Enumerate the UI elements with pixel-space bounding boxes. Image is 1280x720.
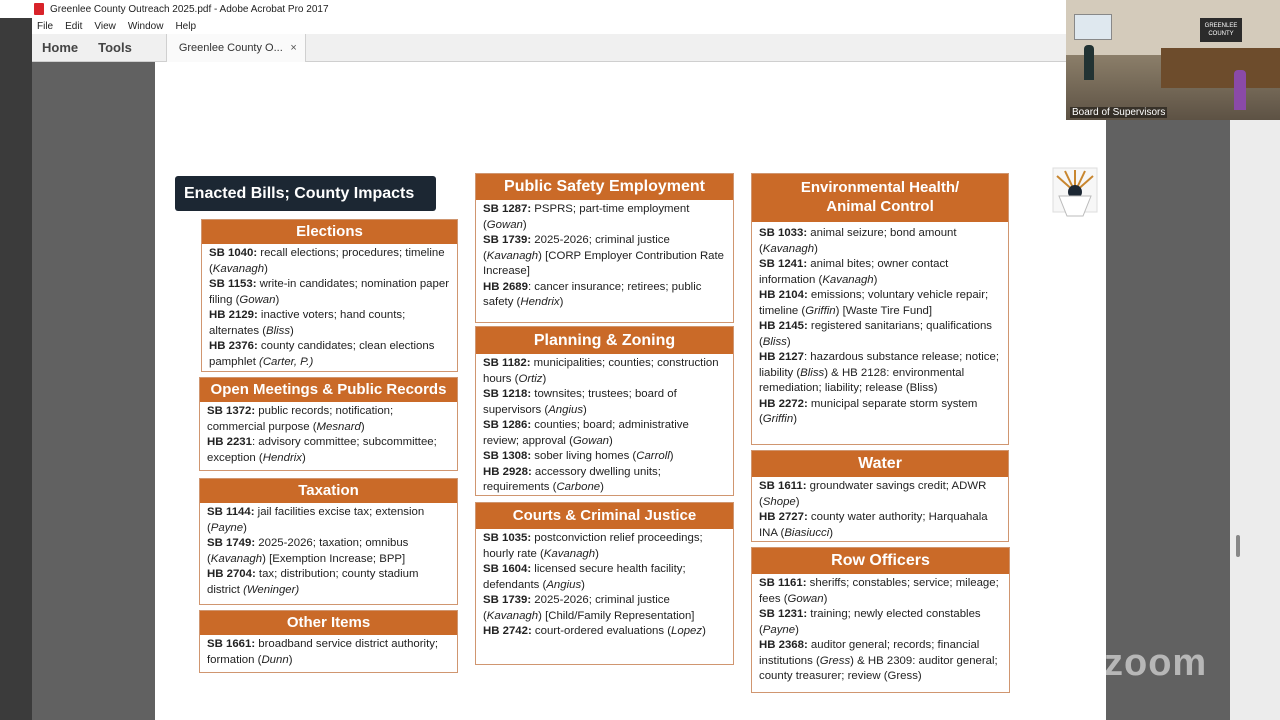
bill-description: municipal separate storm system (	[759, 397, 978, 425]
bill-number: HB 2272:	[759, 397, 808, 410]
bill-description: sober living homes (	[531, 450, 637, 462]
video-person	[1234, 70, 1246, 110]
bill-description: municipalities; counties; construction hours (	[483, 357, 719, 385]
bill-description: PSPRS; part-time employment (	[483, 203, 690, 231]
bill-description: training; newly elected constables (	[759, 608, 981, 636]
bill-entry	[483, 202, 727, 233]
bill-tail: )	[583, 403, 587, 416]
bill-entry	[207, 435, 451, 466]
bill-tail: )	[243, 521, 247, 534]
bill-tail: )	[795, 623, 799, 636]
bill-entry	[759, 257, 1002, 288]
panel-title: Other Items	[200, 611, 457, 635]
document-tab[interactable]	[166, 34, 306, 62]
menubar	[0, 18, 1066, 34]
close-tab-icon[interactable]: ×	[290, 41, 297, 54]
bill-tail: )	[275, 293, 280, 306]
bill-number: SB 1182:	[483, 357, 531, 369]
menu-view[interactable]: View	[94, 20, 116, 32]
bill-number: HB 2145:	[759, 320, 808, 332]
bill-tail: )	[542, 372, 547, 385]
bill-tail: )	[581, 578, 585, 591]
panel-courts	[475, 502, 734, 665]
bill-number: SB 1161:	[759, 577, 807, 589]
bill-description: 2025-2026; criminal justice (	[483, 594, 670, 622]
bill-tail: )	[522, 218, 527, 231]
bill-description: county water authority; Harquahala INA (	[759, 511, 988, 539]
bill-sponsor: Payne	[762, 623, 796, 636]
bill-description: postconviction relief proceedings; hourly rate (	[483, 532, 703, 560]
bill-sponsor: Gress	[819, 654, 851, 667]
video-person	[1084, 45, 1094, 80]
bill-sponsor: Griffin	[805, 304, 836, 317]
bill-description: tax; distribution; county stadium district	[207, 568, 419, 596]
bill-description: county candidates; clean elections pamphlet	[209, 340, 435, 368]
bill-entry	[759, 319, 1002, 350]
bill-tail: )	[264, 262, 268, 275]
panel-title: Courts & Criminal Justice	[476, 503, 733, 529]
bill-sponsor: (Carter, P.)	[259, 355, 314, 368]
bill-description: counties; board; administrative review; approval (	[483, 419, 689, 447]
tab-bar	[32, 34, 1066, 62]
bill-entry	[759, 479, 1002, 510]
bill-tail: ) [CORP Employer Contribution Rate Increase]	[483, 249, 725, 277]
bill-entry	[759, 350, 1002, 397]
bill-tail: ) [Child/Family Representation]	[538, 609, 695, 622]
bill-description: court-ordered evaluations (	[531, 625, 672, 637]
bill-number: SB 1033:	[759, 227, 808, 239]
panel-env-health	[751, 173, 1009, 445]
bill-number: SB 1218:	[483, 388, 532, 400]
bill-entry	[483, 418, 727, 449]
main-title: Enacted Bills; County Impacts	[175, 176, 436, 211]
bill-description: townsites; trustees; board of supervisors (	[483, 388, 677, 416]
acrobat-pdf-icon	[34, 3, 44, 15]
bill-tail: )	[609, 434, 613, 447]
bill-description: inactive voters; hand counts; alternates (	[209, 309, 406, 337]
bill-description: broadband service district authority; formation (	[207, 638, 439, 666]
bill-sponsor: Dunn	[261, 653, 289, 666]
bill-entry	[207, 637, 451, 668]
bill-entry	[483, 465, 727, 496]
bill-number: SB 1231:	[759, 608, 808, 620]
bill-number: HB 2129:	[209, 309, 258, 321]
document-tab-label: Greenlee County O...	[178, 41, 283, 54]
bill-entry	[483, 356, 727, 387]
bill-tail: )	[793, 413, 797, 425]
bill-entry	[483, 531, 727, 562]
bill-number: SB 1287:	[483, 203, 532, 215]
bill-entry	[483, 387, 727, 418]
bill-number: HB 2727:	[759, 511, 808, 523]
bill-sponsor: Angius	[546, 578, 582, 591]
bill-tail: )	[288, 653, 293, 666]
bill-description: 2025-2026; criminal justice (	[483, 234, 670, 262]
bill-number: HB 2704:	[207, 568, 256, 580]
bill-sponsor: Gowan	[787, 592, 824, 605]
bill-entry	[759, 576, 1003, 607]
bill-sponsor: Hendrix	[262, 451, 302, 464]
bill-sponsor: Kavanagh	[762, 242, 815, 255]
video-participant-label: Board of Supervisors	[1072, 107, 1166, 118]
panel-title: Planning & Zoning	[476, 327, 733, 354]
bill-tail: )	[873, 273, 878, 286]
panel-title: Environmental Health/ Animal Control	[752, 174, 1008, 222]
menu-help[interactable]: Help	[175, 20, 197, 32]
bill-description: recall elections; procedures; timeline (	[209, 247, 445, 275]
bill-sponsor: Payne	[210, 521, 244, 534]
bill-entry	[209, 339, 451, 370]
window-title: Greenlee County Outreach 2025.pdf - Adobe Acrobat Pro 2017	[50, 3, 329, 15]
bill-sponsor: Biasiucci	[784, 526, 830, 539]
bill-tail: ) [Waste Tire Fund]	[835, 304, 933, 317]
bill-description: 2025-2026; taxation; omnibus (	[207, 537, 409, 565]
window-titlebar	[0, 0, 1066, 18]
bill-description: : hazardous substance release; notice; liability (	[759, 351, 999, 379]
bill-tail: )	[823, 592, 828, 605]
bill-sponsor: Lopez	[671, 625, 703, 637]
bill-tail: )	[600, 481, 604, 493]
right-scroll-gutter	[1230, 62, 1280, 720]
zoom-watermark: zoom	[1104, 642, 1208, 684]
bill-tail: ) & HB 2128: environmental remediation; liability; release (Bliss)	[759, 366, 965, 394]
scrollbar-thumb[interactable]	[1236, 535, 1240, 557]
bill-number: HB 2231	[207, 436, 252, 448]
bill-sponsor: Kavanagh	[486, 249, 539, 262]
bill-number: SB 1286:	[483, 419, 532, 431]
bill-description: registered sanitarians; qualifications (	[759, 320, 992, 348]
bill-tail: )	[559, 296, 564, 308]
bill-sponsor: Gowan	[239, 293, 276, 306]
bill-description: auditor general; records; financial institutions (	[759, 639, 980, 667]
bill-description: : advisory committee; subcommittee; exception (	[207, 436, 437, 464]
bill-tail: )	[795, 495, 800, 508]
bill-description: accessory dwelling units; requirements (	[483, 465, 661, 493]
panel-planning-zoning	[475, 326, 734, 496]
bill-description: animal seizure; bond amount (	[759, 227, 957, 255]
bill-description: licensed secure health facility; defendants (	[483, 563, 686, 591]
bill-sponsor: Angius	[548, 403, 584, 416]
bill-entry	[759, 510, 1002, 541]
panel-water	[751, 450, 1009, 542]
bill-description: emissions; voluntary vehicle repair; timeline (	[759, 289, 989, 317]
bill-tail: )	[595, 547, 599, 560]
panel-other-items	[199, 610, 458, 673]
tools-tab[interactable]: Tools	[98, 40, 132, 55]
bill-number: HB 2689	[483, 280, 528, 293]
bill-sponsor: Carroll	[636, 450, 670, 462]
home-tab[interactable]: Home	[42, 40, 79, 55]
bill-sponsor: Gowan	[486, 218, 523, 231]
bill-number: HB 2104:	[759, 289, 808, 301]
bill-tail: )	[301, 451, 306, 464]
bill-number: HB 2742:	[483, 625, 532, 637]
bill-entry	[483, 593, 727, 624]
bill-tail: )	[786, 335, 791, 348]
panel-title: Water	[752, 451, 1008, 477]
bill-entry	[759, 226, 1002, 257]
bill-description: jail facilities excise tax; extension (	[207, 506, 425, 534]
bill-sponsor: Gowan	[572, 434, 609, 447]
bill-sponsor: Hendrix	[520, 296, 560, 308]
bill-sponsor: Kavanagh	[486, 609, 539, 622]
bill-tail: )	[669, 450, 674, 462]
bill-sponsor: Kavanagh	[212, 262, 265, 275]
bill-description: sheriffs; constables; service; mileage; fees (	[759, 577, 999, 605]
arizona-seal-icon	[1051, 166, 1099, 220]
bill-number: HB 2928:	[483, 465, 532, 478]
bill-sponsor: Carbone	[556, 481, 601, 493]
county-seal: GREENLEE COUNTY	[1200, 18, 1242, 42]
bill-number: HB 2376:	[209, 340, 258, 352]
bill-entry	[759, 638, 1003, 685]
bill-number: SB 1749:	[207, 537, 256, 549]
bill-entry	[207, 536, 451, 567]
bill-entry	[207, 567, 451, 598]
bill-entry	[483, 624, 727, 640]
bill-number: HB 2368:	[759, 639, 808, 651]
bill-number: SB 1153:	[209, 278, 257, 290]
bill-number: SB 1661:	[207, 638, 256, 650]
bill-number: SB 1308:	[483, 450, 532, 462]
panel-title: Taxation	[200, 479, 457, 503]
bill-number: SB 1040:	[209, 247, 258, 259]
bill-description: public records; notification; commercial purpose (	[207, 405, 394, 433]
panel-title: Elections	[202, 220, 457, 244]
bill-sponsor: Bliss	[265, 324, 291, 337]
bill-sponsor: Griffin	[762, 413, 794, 425]
bill-sponsor: Bliss	[800, 366, 825, 379]
bill-sponsor: (Weninger)	[243, 583, 300, 596]
panel-title: Public Safety Employment	[476, 174, 733, 200]
bill-entry	[209, 246, 451, 277]
bill-tail: ) & HB 2309: auditor general; county treasurer; review (Gress)	[759, 654, 998, 682]
menu-window[interactable]: Window	[127, 20, 164, 32]
bill-entry	[483, 562, 727, 593]
bill-sponsor: Kavanagh	[543, 547, 596, 560]
panel-row-officers	[751, 547, 1010, 693]
bill-sponsor: Ortiz	[518, 372, 543, 385]
bill-number: SB 1604:	[483, 563, 532, 575]
bill-tail: )	[814, 242, 818, 255]
video-bench	[1161, 48, 1280, 88]
bill-entry	[209, 277, 451, 308]
bill-description: groundwater savings credit; ADWR (	[759, 480, 987, 508]
bill-sponsor: Mesnard	[316, 420, 361, 433]
bill-number: SB 1144:	[207, 506, 255, 518]
menu-edit[interactable]: Edit	[65, 20, 83, 32]
bill-description: : cancer insurance; retirees; public safety (	[483, 280, 702, 308]
bill-entry	[759, 288, 1002, 319]
bill-number: SB 1739:	[483, 594, 532, 606]
bill-sponsor: Kavanagh	[210, 552, 263, 565]
menu-file[interactable]: File	[37, 20, 54, 32]
bill-entry	[207, 505, 451, 536]
bill-tail: ) [Exemption Increase; BPP]	[262, 552, 406, 565]
bill-sponsor: Bliss	[762, 335, 787, 348]
bill-number: SB 1739:	[483, 234, 532, 246]
video-tile[interactable]	[1066, 0, 1280, 120]
panel-elections	[201, 219, 458, 372]
bill-entry	[483, 280, 727, 311]
panel-open-meetings	[199, 377, 458, 471]
panel-taxation	[199, 478, 458, 605]
left-gutter	[0, 18, 32, 720]
video-screen	[1074, 14, 1112, 40]
bill-entry	[759, 607, 1003, 638]
bill-number: SB 1035:	[483, 532, 532, 544]
bill-description: write-in candidates; nomination paper filing (	[209, 278, 449, 306]
bill-entry	[483, 233, 727, 280]
bill-number: SB 1611:	[759, 480, 807, 492]
bill-entry	[483, 449, 727, 465]
bill-tail: )	[290, 324, 294, 337]
bill-tail: )	[829, 526, 834, 539]
bill-number: SB 1241:	[759, 258, 808, 270]
panel-public-safety	[475, 173, 734, 323]
bill-entry	[207, 404, 451, 435]
bill-sponsor: Shope	[762, 495, 796, 508]
bill-tail: )	[702, 625, 706, 637]
bill-description: animal bites; owner contact information (	[759, 258, 949, 286]
bill-number: SB 1372:	[207, 405, 256, 417]
bill-entry	[759, 397, 1002, 428]
panel-title: Row Officers	[752, 548, 1009, 574]
bill-entry	[209, 308, 451, 339]
bill-tail: )	[360, 420, 365, 433]
bill-number: HB 2127	[759, 351, 804, 363]
panel-title: Open Meetings & Public Records	[200, 378, 457, 402]
bill-sponsor: Kavanagh	[822, 273, 874, 286]
